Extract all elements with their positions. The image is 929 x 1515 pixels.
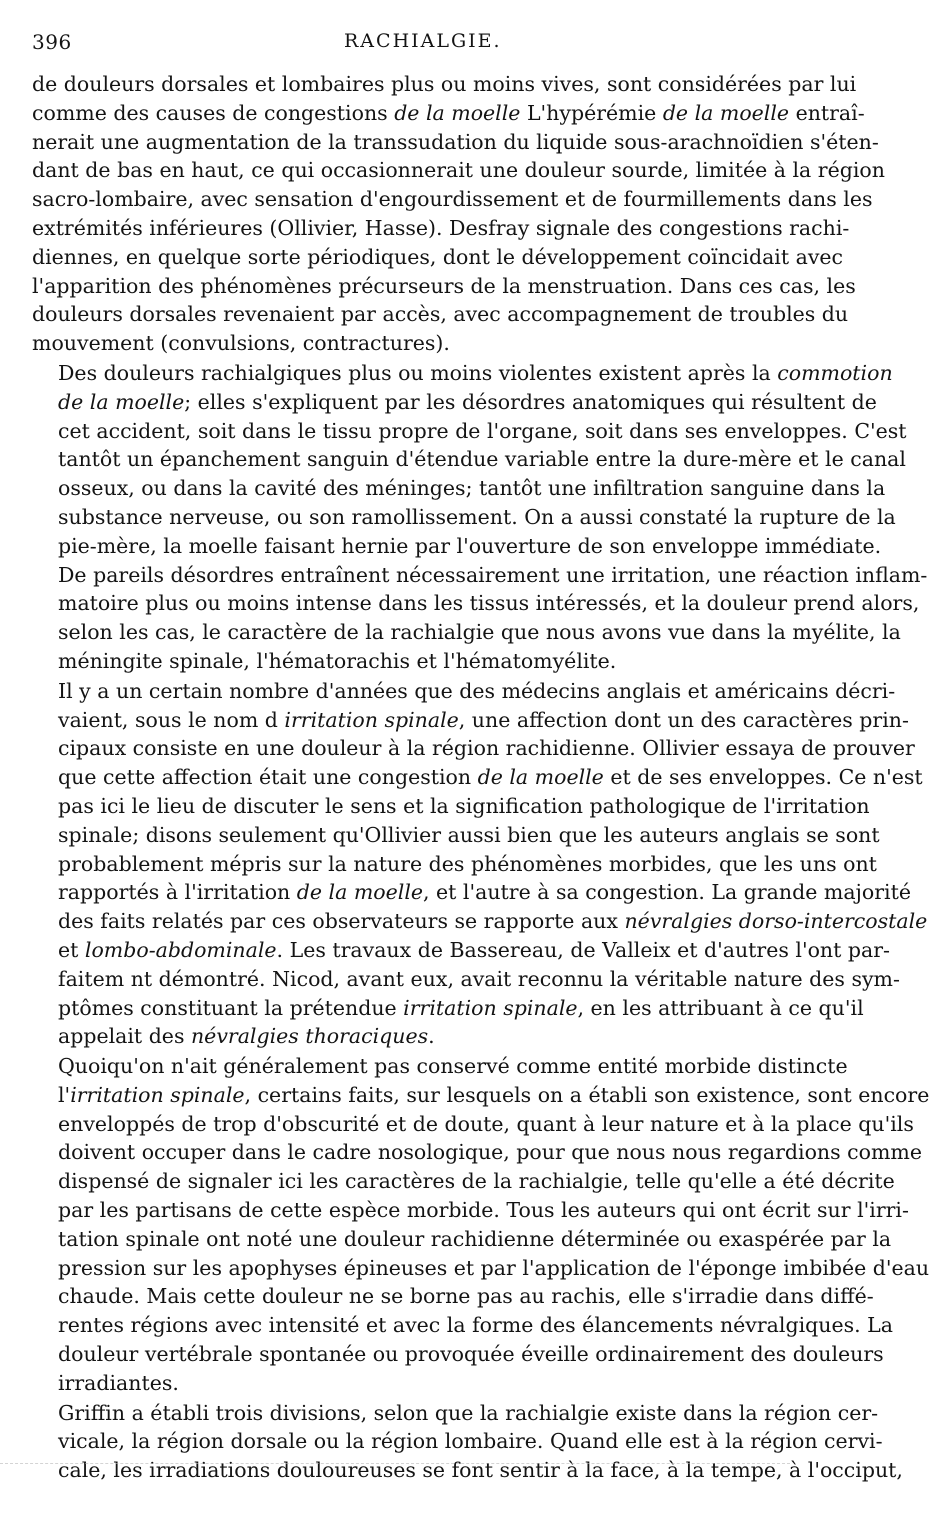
text-line: faitem nt démontré. Nicod, avant eux, avait reconnu la véritable nature des sym- [58, 966, 900, 991]
text-line: Des douleurs rachialgiques plus ou moins violentes existent après la commotion [58, 360, 893, 385]
text-line: rapportés à l'irritation de la moelle, et l'autre à sa congestion. La grande majorité [58, 880, 911, 905]
text-line: doivent occuper dans le cadre nosologique, pour que nous nous regardions comme [58, 1140, 923, 1165]
text-line: dant de bas en haut, ce qui occasionnerait une douleur sourde, limitée à la région [32, 158, 885, 183]
text-line: substance nerveuse, ou son ramollissement. On a aussi constaté la rupture de la [58, 504, 896, 529]
text-line: irradiantes. [58, 1370, 179, 1395]
text-line: matoire plus ou moins intense dans les tissus intéressés, et la douleur prend alors, [58, 591, 920, 616]
text-line: probablement mépris sur la nature des phénomènes morbides, que les uns ont [58, 851, 877, 876]
italic-phrase: irritation spinale [70, 1082, 245, 1107]
text-line: que cette affection était une congestion de la moelle et de ses enveloppes. Ce n'est [58, 765, 923, 790]
text-line: pas ici le lieu de discuter le sens et la signification pathologique de l'irritation [58, 793, 870, 818]
text-line: extrémités inférieures (Ollivier, Hasse). Desfray signale des congestions rachi- [32, 215, 850, 240]
text-line: vaient, sous le nom d irritation spinale, une affection dont un des caractères prin- [58, 707, 909, 732]
text-line: osseux, ou dans la cavité des méninges; tantôt une infiltration sanguine dans la [58, 476, 886, 501]
italic-phrase: de la moelle [477, 765, 604, 790]
page-number: 396 [32, 30, 72, 54]
italic-phrase: irritation spinale [284, 707, 459, 732]
paragraph-3 [32, 677, 928, 1051]
text-line: de douleurs dorsales et lombaires plus ou moins vives, sont considérées par lui [32, 72, 857, 96]
text-line: De pareils désordres entraînent nécessairement une irritation, une réaction inflam- [58, 562, 928, 587]
text-line: sacro-lombaire, avec sensation d'engourdissement et de fourmillements dans les [32, 187, 873, 212]
text-line: douleur vertébrale spontanée ou provoquée éveille ordinairement des douleurs [58, 1342, 884, 1367]
text-line: ptômes constituant la prétendue irritation spinale, en les attribuant à ce qu'il [58, 995, 864, 1020]
text-line: tation spinale ont noté une douleur rachidienne déterminée ou exaspérée par la [58, 1226, 892, 1251]
italic-phrase: de la moelle [394, 100, 521, 125]
text-line: des faits relatés par ces observateurs se rapporte aux névralgies dorso-intercostale [58, 909, 928, 934]
text-line: douleurs dorsales revenaient par accès, avec accompagnement de troubles du [32, 302, 849, 327]
italic-phrase: irritation spinale [403, 995, 578, 1020]
text-line: tantôt un épanchement sanguin d'étendue variable entre la dure-mère et le canal [58, 447, 906, 472]
text-line: Griffin a établi trois divisions, selon que la rachialgie existe dans la région cer- [58, 1400, 879, 1425]
text-line: pression sur les apophyses épineuses et par l'application de l'éponge imbibée d'eau [58, 1255, 929, 1280]
text-line: comme des causes de congestions de la moelle L'hypérémie de la moelle entraî- [32, 100, 865, 125]
paragraph-4 [32, 1052, 929, 1398]
text-line: pie-mère, la moelle faisant hernie par l'ouverture de son enveloppe immédiate. [58, 533, 882, 558]
italic-phrase: de la moelle [662, 100, 790, 125]
page-bottom-edge [0, 1463, 790, 1465]
text-line: méningite spinale, l'hématorachis et l'hématomyélite. [58, 648, 617, 673]
text-line: selon les cas, le caractère de la rachialgie que nous avons vue dans la myélite, la [58, 620, 901, 645]
paragraph-2 [32, 359, 928, 676]
text-line: diennes, en quelque sorte périodiques, dont le développement coïncidait avec [32, 244, 844, 269]
italic-phrase: de la moelle [296, 880, 424, 905]
text-line: dispensé de signaler ici les caractères de la rachialgie, telle qu'elle a été décrite [58, 1169, 895, 1194]
text-line: cipaux consiste en une douleur à la région rachidienne. Ollivier essaya de prouver [58, 736, 915, 761]
text-line: enveloppés de trop d'obscurité et de doute, quant à leur nature et à la place qu'ils [58, 1111, 914, 1136]
text-line: et lombo-abdominale. Les travaux de Bassereau, de Valleix et d'autres l'ont par- [58, 937, 890, 962]
paragraph-1 [32, 70, 885, 358]
italic-phrase: commotion [777, 360, 893, 385]
italic-phrase: de la moelle [58, 389, 185, 414]
paragraph-5 [32, 1399, 903, 1485]
text-line: cale, les irradiations douloureuses se font sentir à la face, à la tempe, à l'occiput, [58, 1458, 903, 1483]
text-line: rentes régions avec intensité et avec la forme des élancements névralgiques. La [58, 1313, 893, 1338]
text-line: cet accident, soit dans le tissu propre de l'organe, soit dans ses enveloppes. C'est [58, 418, 907, 443]
text-line: Quoiqu'on n'ait généralement pas conservé comme entité morbide distincte [58, 1054, 848, 1079]
text-line: appelait des névralgies thoraciques. [58, 1024, 435, 1049]
text-line: chaude. Mais cette douleur ne se borne pas au rachis, elle s'irradie dans diffé- [58, 1284, 874, 1309]
text-line: mouvement (convulsions, contractures). [32, 331, 450, 356]
text-line: l'irritation spinale, certains faits, sur lesquels on a établi son existence, sont encore [58, 1082, 929, 1107]
running-head [32, 30, 792, 56]
italic-phrase: névralgies dorso-intercostale [624, 909, 928, 934]
italic-phrase: lombo-abdominale [84, 937, 277, 962]
book-page [32, 30, 929, 1485]
italic-phrase: névralgies thoraciques [190, 1024, 429, 1049]
text-line: vicale, la région dorsale ou la région lombaire. Quand elle est à la région cervi- [58, 1429, 883, 1454]
running-title: RACHIALGIE. [344, 30, 502, 52]
text-line: de la moelle; elles s'expliquent par les désordres anatomiques qui résultent de [58, 389, 877, 414]
text-line: spinale; disons seulement qu'Ollivier aussi bien que les auteurs anglais se sont [58, 822, 880, 847]
body-text [32, 70, 929, 1485]
text-line: l'apparition des phénomènes précurseurs de la menstruation. Dans ces cas, les [32, 273, 856, 298]
text-line: Il y a un certain nombre d'années que des médecins anglais et américains décri- [58, 678, 896, 703]
text-line: nerait une augmentation de la transsudation du liquide sous-arachnoïdien s'éten- [32, 129, 879, 154]
text-line: par les partisans de cette espèce morbide. Tous les auteurs qui ont écrit sur l'irri- [58, 1198, 909, 1223]
